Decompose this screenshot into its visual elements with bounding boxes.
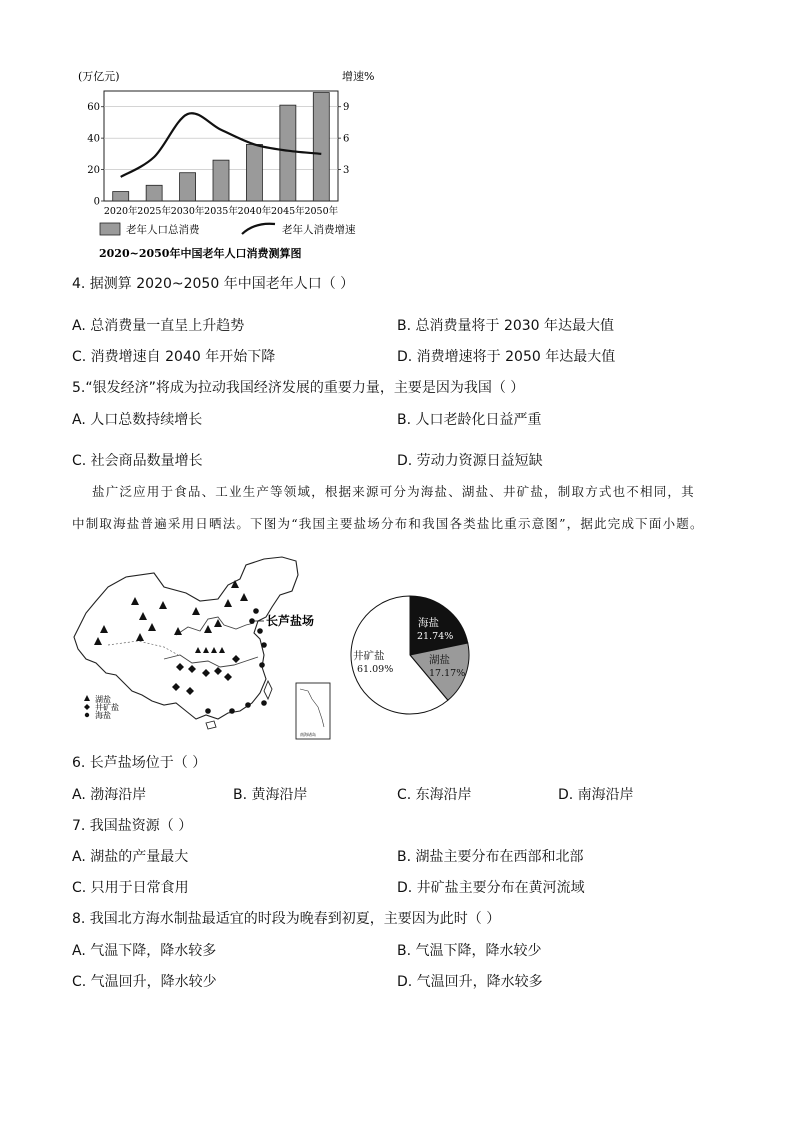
ytick-right-label: 3 (343, 165, 350, 177)
xtick-label: 2030年 (170, 206, 205, 217)
xtick-label: 2035年 (204, 206, 238, 217)
salt-share-pie (345, 590, 475, 720)
q4-option-c[interactable]: C. 消费增速自 2040 年开始下降 (72, 349, 276, 365)
pie-value-sea: 21.74% (417, 631, 454, 642)
legend-lake-label: 湖盐 (95, 695, 111, 704)
lake-salt-markers (94, 580, 248, 653)
legend-lake-icon (84, 695, 90, 701)
pie-label-lake: 湖盐 (429, 654, 450, 666)
q8-option-a[interactable]: A. 气温下降，降水较多 (72, 943, 217, 959)
passage-line-1: 盐广泛应用于食品、工业生产等领域，根据来源可分为海盐、湖盐、井矿盐，制取方式也不相同，其 (92, 484, 695, 499)
xtick-label: 2020年 (103, 206, 138, 217)
q5-stem: 5.“银发经济”将成为拉动我国经济发展的重要力量，主要是因为我国（ ） (72, 380, 525, 396)
chart-title: 2020~2050年中国老年人口消费测算图 (99, 247, 302, 260)
chart-ylabel-left: (万亿元) (78, 70, 120, 83)
bar-total-consumption (213, 160, 229, 201)
q6-option-c[interactable]: C. 东海沿岸 (397, 787, 472, 803)
tibet-border (108, 641, 178, 655)
pie-label-well: 井矿盐 (353, 650, 385, 662)
chart-ylabel-right: 增速% (342, 70, 375, 83)
ytick-left-label: 60 (87, 102, 100, 114)
bar-total-consumption (246, 144, 262, 201)
q7-stem: 7. 我国盐资源（ ） (72, 818, 193, 834)
legend-swatch-bar (100, 223, 120, 235)
q6-option-d[interactable]: D. 南海沿岸 (558, 787, 634, 803)
bar-total-consumption (146, 185, 162, 201)
q8-option-b[interactable]: B. 气温下降，降水较少 (397, 943, 542, 959)
q8-option-d[interactable]: D. 气温回升，降水较多 (397, 974, 543, 990)
bar-total-consumption (113, 192, 129, 201)
ytick-left-label: 40 (87, 133, 100, 145)
legend-well-icon (84, 704, 90, 710)
q6-stem: 6. 长芦盐场位于（ ） (72, 755, 207, 771)
q7-option-c[interactable]: C. 只用于日常食用 (72, 880, 189, 896)
q7-option-a[interactable]: A. 湖盐的产量最大 (72, 849, 189, 865)
ytick-right-label: 6 (343, 133, 350, 145)
q7-option-d[interactable]: D. 井矿盐主要分布在黄河流域 (397, 880, 585, 896)
xtick-label: 2050年 (304, 206, 339, 217)
legend-sea-label: 海盐 (95, 711, 111, 720)
pie-value-well: 61.09% (357, 664, 394, 675)
legend-sea-icon (85, 713, 89, 717)
q5-option-a[interactable]: A. 人口总数持续增长 (72, 412, 203, 428)
xtick-label: 2045年 (271, 206, 305, 217)
q8-stem: 8. 我国北方海水制盐最适宜的时段为晚春到初夏，主要因为此时（ ） (72, 911, 501, 927)
bar-total-consumption (180, 173, 196, 201)
bar-total-consumption (313, 93, 329, 201)
q8-option-c[interactable]: C. 气温回升，降水较少 (72, 974, 217, 990)
q6-option-b[interactable]: B. 黄海沿岸 (233, 787, 308, 803)
q7-option-b[interactable]: B. 湖盐主要分布在西部和北部 (397, 849, 584, 865)
legend-label-line: 老年人消费增速 (282, 224, 356, 236)
q6-option-a[interactable]: A. 渤海沿岸 (72, 787, 147, 803)
inset-label: 南海诸岛 (300, 732, 316, 737)
salt-field-map (68, 555, 338, 745)
changlu-label: 长芦盐场 (266, 614, 315, 628)
legend-well-label: 井矿盐 (95, 703, 119, 712)
q5-option-b[interactable]: B. 人口老龄化日益严重 (397, 412, 542, 428)
q4-stem: 4. 据测算 2020~2050 年中国老年人口（ ） (72, 276, 355, 292)
hainan-island (206, 721, 216, 729)
q4-option-b[interactable]: B. 总消费量将于 2030 年达最大值 (397, 318, 615, 334)
q4-option-a[interactable]: A. 总消费量一直呈上升趋势 (72, 318, 245, 334)
q5-option-c[interactable]: C. 社会商品数量增长 (72, 453, 203, 469)
inset-box (296, 683, 330, 739)
pie-value-lake: 17.17% (429, 668, 466, 679)
legend-label-bar: 老年人口总消费 (126, 224, 200, 236)
q5-option-d[interactable]: D. 劳动力资源日益短缺 (397, 453, 543, 469)
legend-swatch-line (242, 224, 275, 234)
bar-total-consumption (280, 105, 296, 201)
pie-label-sea: 海盐 (418, 617, 439, 629)
xtick-label: 2025年 (137, 206, 171, 217)
taiwan-island (264, 681, 272, 699)
q4-option-d[interactable]: D. 消费增速将于 2050 年达最大值 (397, 349, 616, 365)
ytick-right-label: 9 (343, 102, 350, 114)
ytick-left-label: 0 (93, 196, 100, 208)
consumption-chart (70, 62, 390, 267)
ytick-left-label: 20 (87, 165, 100, 177)
xtick-label: 2040年 (237, 206, 272, 217)
passage-line-2: 中制取海盐普遍采用日晒法。下图为“我国主要盐场分布和我国各类盐比重示意图”，据此完成下面小题。 (72, 516, 704, 531)
